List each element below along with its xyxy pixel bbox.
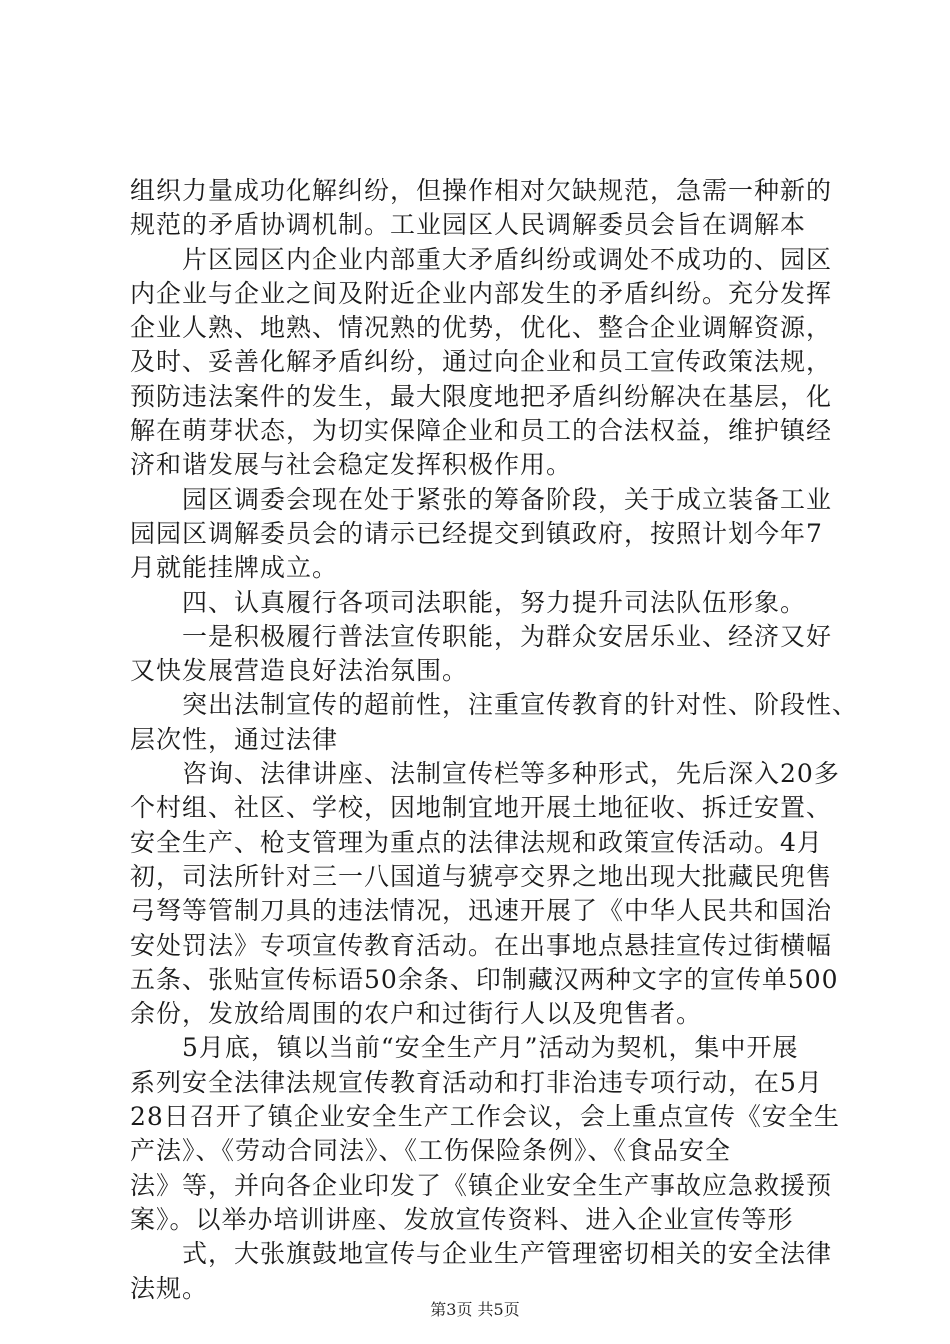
text-line: 又快发展营造良好法治氛围。 bbox=[130, 656, 469, 686]
text-line: 个村组、社区、学校，因地制宜地开展土地征收、拆迁安置、 bbox=[130, 793, 833, 823]
text-line: 咨询、法律讲座、法制宣传栏等多种形式，先后深入20多 bbox=[130, 759, 840, 789]
document-body bbox=[130, 174, 859, 1306]
text-line: 内企业与企业之间及附近企业内部发生的矛盾纠纷。充分发挥 bbox=[130, 278, 833, 308]
text-line: 法规。 bbox=[130, 1273, 209, 1303]
text-line: 系列安全法律法规宣传教育活动和打非治违专项行动，在5月 bbox=[130, 1067, 823, 1097]
text-line: 突出法制宣传的超前性，注重宣传教育的针对性、阶段性、 bbox=[130, 690, 859, 720]
text-line: 产法》、《劳动合同法》、《工伤保险条例》、《食品安全 bbox=[130, 1136, 732, 1166]
page-number-footer: 第3页 共5页 bbox=[430, 1300, 520, 1319]
text-line: 一是积极履行普法宣传职能，为群众安居乐业、经济又好 bbox=[130, 621, 833, 651]
text-line: 园园区调解委员会的请示已经提交到镇政府，按照计划今年7 bbox=[130, 518, 823, 548]
text-line: 组织力量成功化解纠纷，但操作相对欠缺规范，急需一种新的 bbox=[130, 176, 833, 205]
text-line: 5月底，镇以当前“安全生产月”活动为契机，集中开展 bbox=[130, 1033, 799, 1063]
text-line: 案》。以举办培训讲座、发放宣传资料、进入企业宣传等形 bbox=[130, 1204, 794, 1234]
text-line: 安处罚法》专项宣传教育活动。在出事地点悬挂宣传过街横幅 bbox=[130, 930, 833, 960]
text-line: 月就能挂牌成立。 bbox=[130, 553, 339, 583]
text-line: 式，大张旗鼓地宣传与企业生产管理密切相关的安全法律 bbox=[130, 1239, 833, 1269]
text-line: 园区调委会现在处于紧张的筹备阶段，关于成立装备工业 bbox=[130, 484, 833, 514]
text-line: 余份，发放给周围的农户和过街行人以及兜售者。 bbox=[130, 999, 703, 1029]
text-line: 解在萌芽状态，为切实保障企业和员工的合法权益，维护镇经 bbox=[130, 416, 833, 446]
text-line: 片区园区内企业内部重大矛盾纠纷或调处不成功的、园区 bbox=[130, 244, 833, 274]
section-heading: 四、认真履行各项司法职能，努力提升司法队伍形象。 bbox=[130, 587, 807, 617]
text-line: 28日召开了镇企业安全生产工作会议，会上重点宣传《安全生 bbox=[130, 1102, 840, 1132]
text-line: 及时、妥善化解矛盾纠纷，通过向企业和员工宣传政策法规， bbox=[130, 347, 833, 377]
text-line: 规范的矛盾协调机制。工业园区人民调解委员会旨在调解本 bbox=[130, 210, 807, 240]
text-line: 企业人熟、地熟、情况熟的优势，优化、整合企业调解资源， bbox=[130, 313, 833, 343]
text-line: 层次性，通过法律 bbox=[130, 724, 339, 754]
text-line: 安全生产、枪支管理为重点的法律法规和政策宣传活动。4月 bbox=[130, 827, 823, 857]
text-line: 预防违法案件的发生，最大限度地把矛盾纠纷解决在基层，化 bbox=[130, 381, 833, 411]
text-line: 五条、张贴宣传标语50余条、印制藏汉两种文字的宣传单500 bbox=[130, 964, 839, 994]
text-line: 法》等，并向各企业印发了《镇企业安全生产事故应急救援预 bbox=[130, 1170, 833, 1200]
text-line: 济和谐发展与社会稳定发挥积极作用。 bbox=[130, 450, 573, 480]
text-line: 初，司法所针对三一八国道与猇亭交界之地出现大批藏民兜售 bbox=[130, 861, 833, 891]
text-line: 弓弩等管制刀具的违法情况，迅速开展了《中华人民共和国治 bbox=[130, 896, 833, 926]
